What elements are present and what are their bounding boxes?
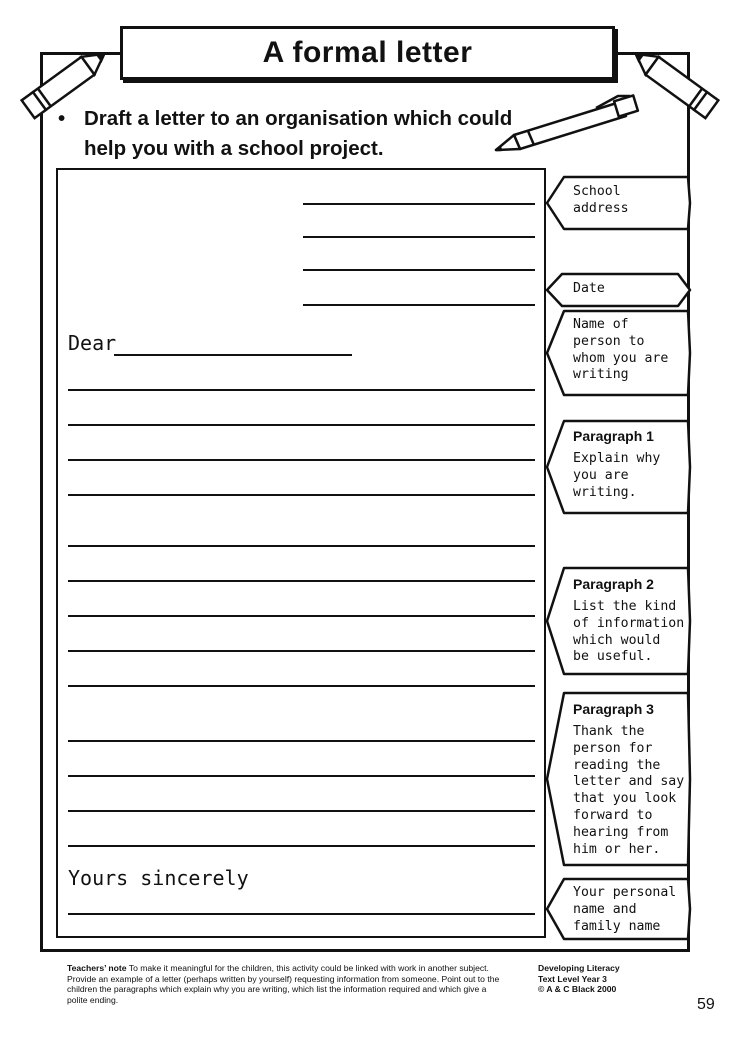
writing-line[interactable] xyxy=(68,615,535,617)
writing-line[interactable] xyxy=(68,775,535,777)
writing-line[interactable] xyxy=(68,740,535,742)
writing-line[interactable] xyxy=(68,685,535,687)
bullet-icon: • xyxy=(58,107,66,130)
writing-line[interactable] xyxy=(68,459,535,461)
address-line[interactable] xyxy=(303,203,535,205)
page-number: 59 xyxy=(697,996,715,1013)
address-line[interactable] xyxy=(303,236,535,238)
writing-line[interactable] xyxy=(68,580,535,582)
teachers-note xyxy=(67,963,507,1005)
letter-area xyxy=(56,168,546,938)
date-line[interactable] xyxy=(303,304,535,306)
signature-line[interactable] xyxy=(68,913,535,915)
writing-line[interactable] xyxy=(68,650,535,652)
label-paragraph-3: Paragraph 3 Thank the person for reading the letter and say that you look forward to hearing from him or her. xyxy=(573,701,685,857)
writing-line[interactable] xyxy=(68,845,535,847)
writing-line[interactable] xyxy=(68,494,535,496)
page-title: A formal letter xyxy=(120,26,615,80)
writing-line[interactable] xyxy=(68,389,535,391)
instruction xyxy=(58,104,518,164)
label-school-address: School address xyxy=(573,184,629,216)
teachers-note-text: To make it meaningful for the children, this activity could be linked with work in another subject. Provide an example of a letter (perhaps written by yourself) requesting information from someone. Point out to the children the paragraphs which explain why you are writing, which list the information required and which give a polite ending. xyxy=(67,963,500,1005)
writing-line[interactable] xyxy=(68,810,535,812)
address-line[interactable] xyxy=(303,269,535,271)
closing-label: Yours sincerely xyxy=(68,866,249,890)
teachers-note-label: Teachers’ note xyxy=(67,963,127,973)
label-date: Date xyxy=(573,281,605,296)
label-signature: Your personal name and family name xyxy=(573,885,677,934)
publisher-credit: Developing Literacy Text Level Year 3 © A & C Black 2000 xyxy=(538,963,620,995)
writing-line[interactable] xyxy=(68,424,535,426)
recipient-name-line[interactable] xyxy=(114,354,352,356)
pen-icon xyxy=(488,90,648,160)
writing-line[interactable] xyxy=(68,545,535,547)
label-paragraph-1: Paragraph 1 Explain why you are writing. xyxy=(573,428,661,500)
greeting-label: Dear xyxy=(68,331,117,355)
label-recipient: Name of person to whom you are writing xyxy=(573,317,669,383)
instruction-text: Draft a letter to an organisation which could help you with a school project. xyxy=(84,107,513,160)
label-paragraph-2: Paragraph 2 List the kind of information which would be useful. xyxy=(573,576,685,665)
